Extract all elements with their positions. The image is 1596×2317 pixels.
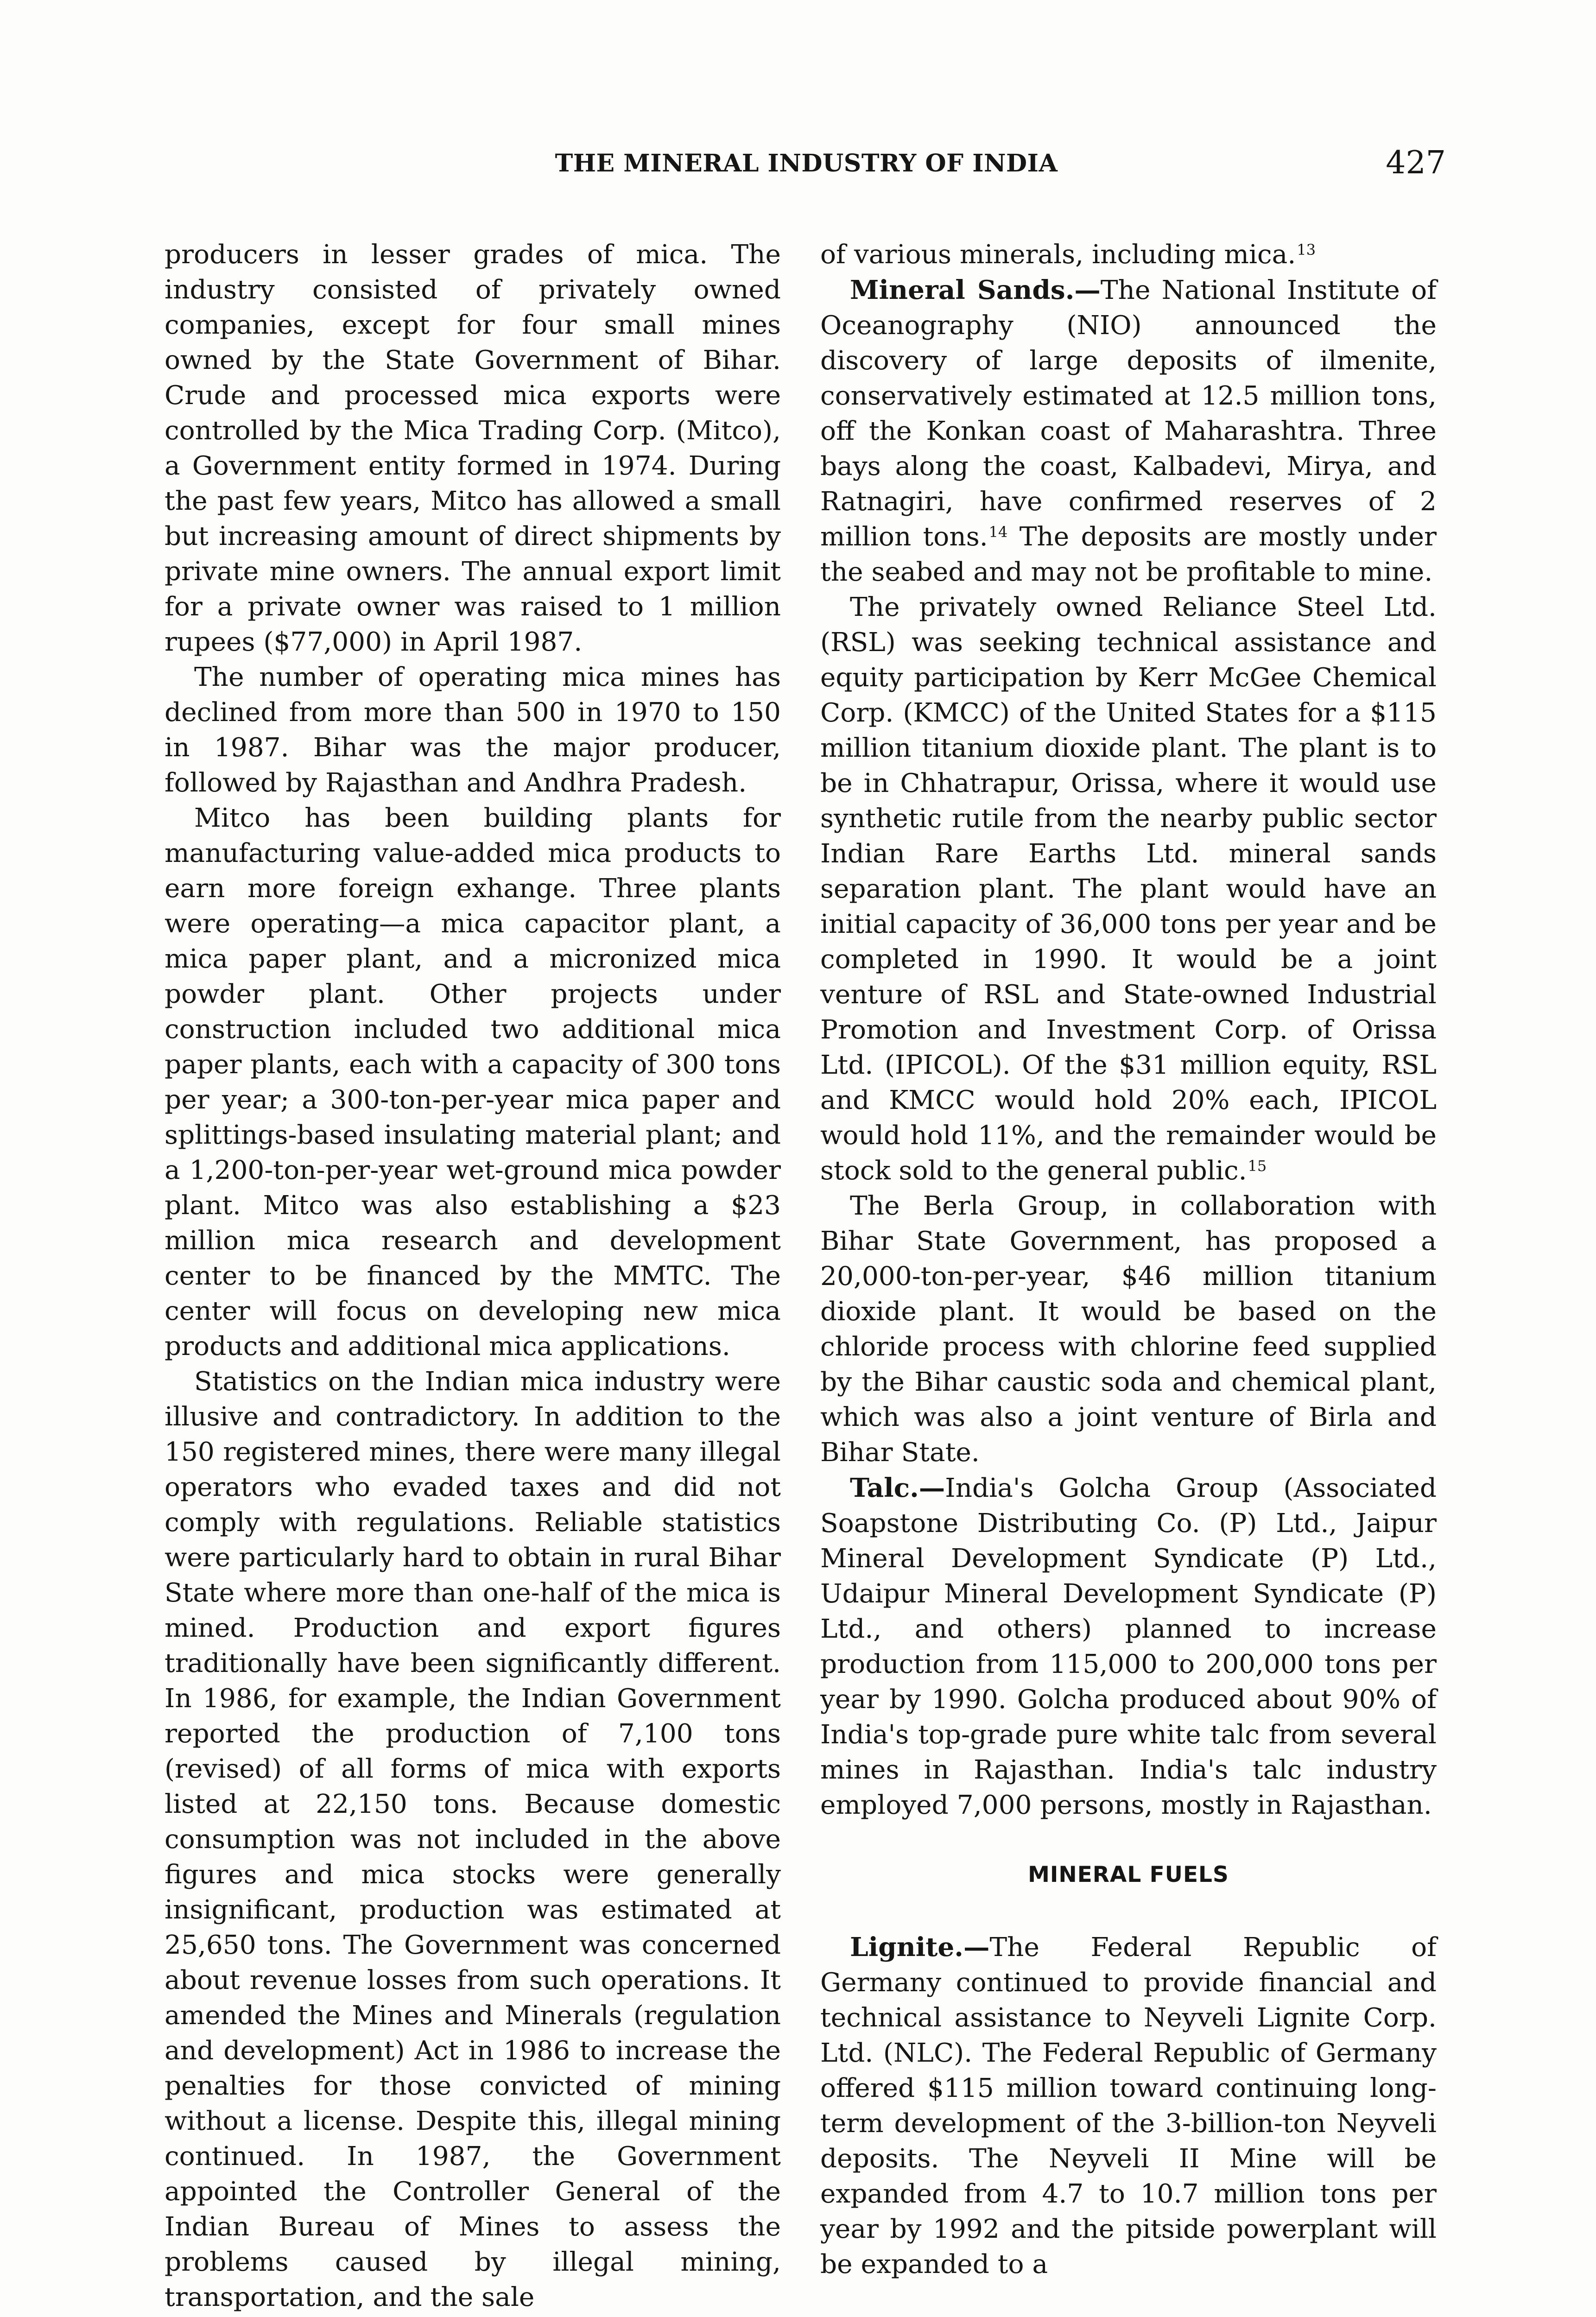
run-in-heading-talc: Talc.— — [850, 1473, 945, 1503]
paragraph-reliance-steel — [820, 590, 1437, 1189]
footnote-ref: 13 — [1297, 241, 1316, 259]
run-in-heading-lignite: Lignite.— — [850, 1932, 990, 1962]
section-heading-mineral-fuels: MINERAL FUELS — [1028, 1862, 1229, 1887]
footnote-ref: 15 — [1248, 1157, 1267, 1175]
continuation-text: of various minerals, including mica. — [820, 240, 1296, 270]
paragraph-lignite — [820, 1930, 1437, 2282]
paragraph-mica-mines: The number of operating mica mines has declined from more than 500 in 1970 to 150 in 1987. Bihar was the major producer, followed by Rajasthan and Andhra Pradesh. — [165, 662, 781, 798]
running-header — [167, 147, 1446, 189]
mineral-sands-text-cont: The deposits are mostly under the seabed and may not be profitable to mine. — [820, 522, 1437, 587]
paragraph-continuation — [820, 237, 1437, 272]
mineral-sands-text: The National Institute of Oceanography (NIO) announced the discovery of large deposits of ilmenite, conservatively estimated at 12.5 million tons, off the Konkan coast of Maharashtra. Three bays along the coast, Kalbadevi, Mirya, and Ratnagiri, have confirmed reserves of 2 million tons. — [820, 275, 1437, 552]
lignite-text: The Federal Republic of Germany continued to provide financial and technical assistance to Neyveli Lignite Corp. Ltd. (NLC). The Federal Republic of Germany offered $115 million toward continuing long-term development of the 3-billion-ton Neyveli deposits. The Neyveli II Mine will be expanded from 4.7 to 10.7 million tons per year by 1992 and the pitside powerplant will be expanded to a — [820, 1932, 1437, 2279]
paragraph-mica-statistics: Statistics on the Indian mica industry were illusive and contradictory. In addition to the 150 registered mines, there were many illegal operators who evaded taxes and did not comply with regulations. Reliable statistics were particularly hard to obtain in rural Bihar State where more than one-half of the mica is mined. Production and export figures traditionally have been significantly different. In 1986, for example, the Indian Government reported the production of 7,100 tons (revised) of all forms of mica with exports listed at 22,150 tons. Because domestic consumption was not included in the above figures and mica stocks were generally insignificant, production was estimated at 25,650 tons. The Government was concerned about revenue losses from such operations. It amended the Mines and Minerals (regulation and development) Act in 1986 to increase the penalties for those convicted of mining without a license. Despite this, illegal mining continued. In 1987, the Government appointed the Controller General of the Indian Bureau of Mines to assess the problems caused by illegal mining, transportation, and the sale — [165, 1367, 781, 2312]
left-column — [165, 237, 781, 2315]
paragraph-mitco-plants: Mitco has been building plants for manufacturing value-added mica products to earn more foreign exhange. Three plants were operating—a mica capacitor plant, a mica paper plant, and a micronized mica powder plant. Other projects under construction included two additional mica paper plants, each with a capacity of 300 tons per year; a 300-ton-per-year mica paper and splittings-based insulating material plant; and a 1,200-ton-per-year wet-ground mica powder plant. Mitco was also establishing a $23 million mica research and development center to be financed by the MMTC. The center will focus on developing new mica products and additional mica applications. — [165, 803, 781, 1361]
reliance-text: The privately owned Reliance Steel Ltd. (RSL) was seeking technical assistance and equity participation by Kerr McGee Chemical Corp. (KMCC) of the United States for a $115 million titanium dioxide plant. The plant is to be in Chhatrapur, Orissa, where it would use synthetic rutile from the nearby public sector Indian Rare Earths Ltd. mineral sands separation plant. The plant would have an initial capacity of 36,000 tons per year and be completed in 1990. It would be a joint venture of RSL and State-owned Industrial Promotion and Investment Corp. of Orissa Ltd. (IPICOL). Of the $31 million equity, RSL and KMCC would hold 20% each, IPICOL would hold 11%, and the remainder would be stock sold to the general public. — [820, 592, 1437, 1186]
paragraph-mineral-sands — [820, 272, 1437, 590]
footnote-ref: 14 — [988, 523, 1008, 541]
page-number: 427 — [1386, 145, 1446, 181]
running-title: THE MINERAL INDUSTRY OF INDIA — [555, 149, 1058, 177]
paragraph-berla-group: The Berla Group, in collaboration with Bihar State Government, has proposed a 20,000-ton-per-year, $46 million titanium dioxide plant. It would be based on the chloride process with chlorine feed supplied by the Bihar caustic soda and chemical plant, which was also a joint venture of Birla and Bihar State. — [820, 1191, 1437, 1468]
right-column — [820, 237, 1437, 2282]
paragraph-talc — [820, 1470, 1437, 1823]
run-in-heading-mineral-sands: Mineral Sands.— — [850, 275, 1101, 305]
talc-text: India's Golcha Group (Associated Soapstone Distributing Co. (P) Ltd., Jaipur Mineral Development Syndicate (P) Ltd., Udaipur Mineral Development Syndicate (P) Ltd., and others) planned to increase production from 115,000 to 200,000 tons per year by 1990. Golcha produced about 90% of India's top-grade pure white talc from several mines in Rajasthan. India's talc industry employed 7,000 persons, mostly in Rajasthan. — [820, 1473, 1437, 1820]
paragraph-mica-industry: producers in lesser grades of mica. The industry consisted of privately owned companies, except for four small mines owned by the State Government of Bihar. Crude and processed mica exports were controlled by the Mica Trading Corp. (Mitco), a Government entity formed in 1974. During the past few years, Mitco has allowed a small but increasing amount of direct shipments by private mine owners. The annual export limit for a private owner was raised to 1 million rupees ($77,000) in April 1987. — [165, 240, 781, 657]
